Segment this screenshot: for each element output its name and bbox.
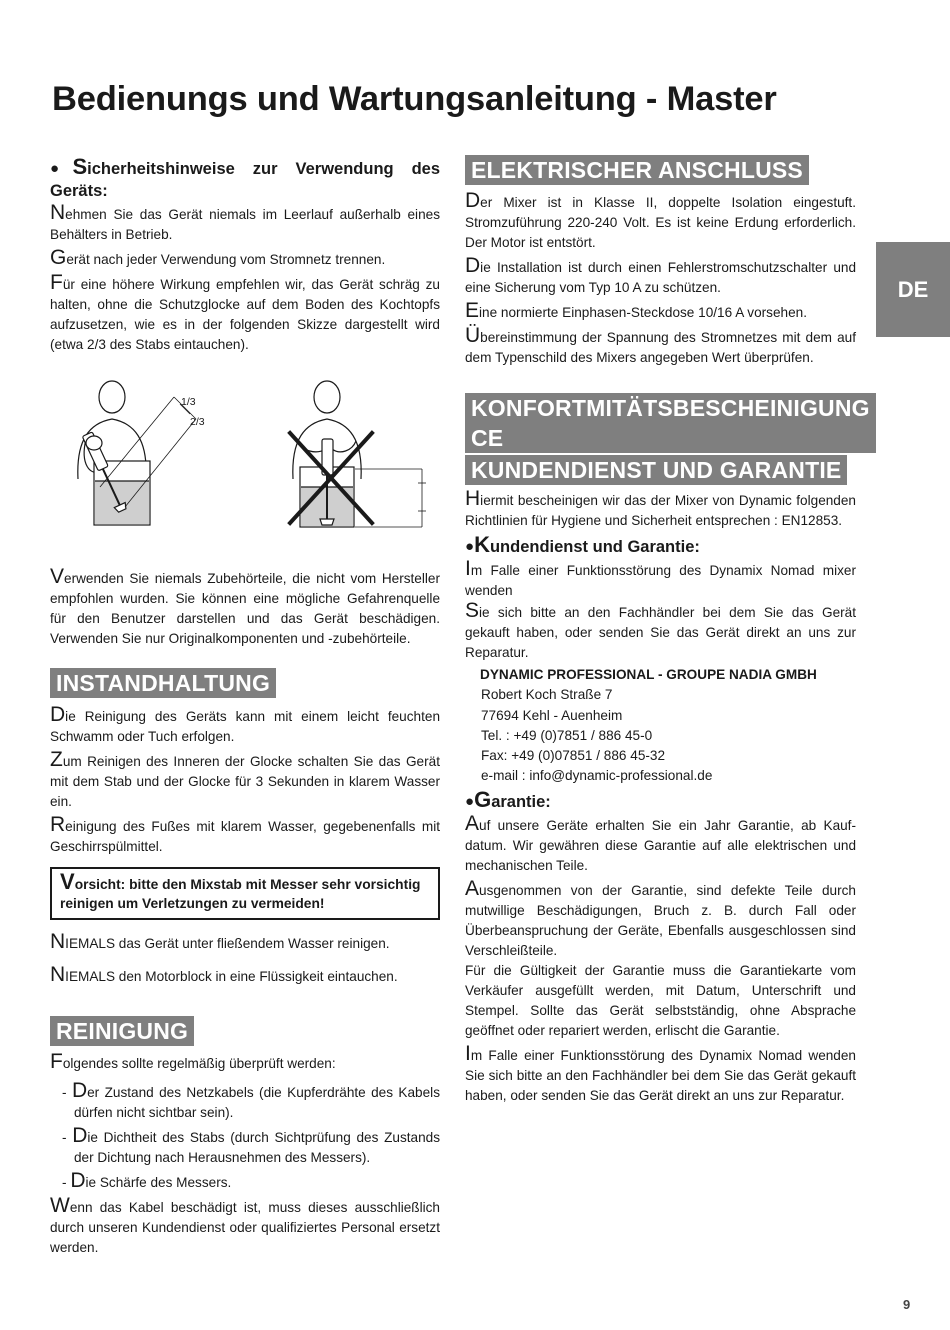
safety-para: Gerät nach jeder Verwendung vom Stromnetz trennen.: [50, 246, 386, 269]
warranty-para: Ausgenommen von der Garantie, sind defekte Teile durch mutwillige Beschädigungen, Bruch z. B. durch Fall oder Überbeanspruchung der Geräte, Ebenfalls ausgeschlossen sind Verschleißteile.: [465, 876, 856, 958]
company-name: DYNAMIC PROFESSIONAL - GROUPE NADIA GMBH: [480, 667, 817, 682]
never-para: NIEMALS das Gerät unter fließendem Wasser reinigen.: [50, 930, 390, 953]
conformity-band: KONFORTMITÄTSBESCHEINIGUNG CE: [465, 393, 876, 453]
maintenance-para: Reinigung des Fußes mit klarem Wasser, gegebenenfalls mit Geschirrspülmittel.: [50, 813, 440, 854]
address-fax: Fax: +49 (0)07851 / 886 45-32: [481, 748, 666, 764]
usage-illustration: [50, 369, 440, 559]
never-para: NIEMALS den Motorblock in eine Flüssigkeit eintauchen.: [50, 963, 398, 986]
conformity-para: Hiermit bescheinigen wir das der Mixer von Dynamic folgenden Richtlinien für Hygiene und Sicherheit entsprechen : EN12853.: [465, 487, 856, 528]
page-title: Bedienungs und Wartungsanleitung - Master: [52, 80, 777, 118]
electric-para: Übereinstimmung der Spannung des Stromnetzes mit dem auf dem Typenschild des Mixers angegeben Wert überprüfen.: [465, 324, 856, 365]
correct-usage-figure: [78, 381, 196, 525]
address-street: Robert Koch Straße 7: [481, 687, 613, 703]
electric-para: Der Mixer ist in Klasse II, doppelte Isolation eingestuft. Stromzuführung 220-240 Volt. Es ist keine Erdung erforderlich. Der Motor ist entstört.: [465, 189, 856, 250]
safety-para: Für eine höhere Wirkung empfehlen wir, das Gerät schräg zu halten, ohne die Schutzglocke auf dem Boden des Kochtopfs aufzusetzen, wie es in der folgenden Skizze dargestellt wird (etwa 2/3 des Stabs eintauchen).: [50, 271, 440, 352]
cable-para: Wenn das Kabel beschädigt ist, muss dieses ausschließlich durch unseren Kundendienst oder qualifiziertes Personal ersetzt werden.: [50, 1194, 440, 1255]
one-third-label: 1/3: [181, 396, 196, 408]
address-email: e-mail : info@dynamic-professional.de: [481, 768, 713, 784]
list-item: - Die Dichtheit des Stabs (durch Sichtprüfung des Zustands der Dichtung nach Herausnehmen des Messers).: [62, 1124, 440, 1165]
left-column: [50, 154, 441, 1263]
warranty-heading: ●Garantie:: [465, 786, 551, 812]
safety-para: Nehmen Sie das Gerät niemals im Leerlauf außerhalb eines Behälters in Betrieb.: [50, 201, 440, 242]
list-item: - Der Zustand des Netzkabels (die Kupferdrähte des Kabels dürfen nicht sichtbar sein).: [62, 1079, 440, 1120]
warranty-para: Auf unsere Geräte erhalten Sie ein Jahr Garantie, ab Kauf-datum. Wir gewähren diese Garantie auf alle elektrischen und mechanischen Teile.: [465, 811, 856, 873]
address-block: [465, 665, 856, 787]
address-city: 77694 Kehl - Auenheim: [481, 707, 623, 723]
wrong-usage-figure: [293, 381, 426, 527]
maintenance-band: INSTANDHALTUNG: [50, 668, 276, 698]
accessories-para: Verwenden Sie niemals Zubehörteile, die nicht vom Hersteller empfohlen wurden. Sie können eine mögliche Gefahrenquelle für den Benutzer darstellen und das Gerät beschädigen. Verwenden Sie nur Originalkomponenten und -zubehörteile.: [50, 565, 440, 646]
cleaning-intro: Folgendes sollte regelmäßig überprüft werden:: [50, 1050, 336, 1073]
electric-para: Eine normierte Einphasen-Steckdose 10/16 A vorsehen.: [465, 299, 807, 322]
safety-heading: ●Sicherheitshinweise zur Verwendung des Geräts:: [50, 154, 441, 200]
bullet-icon: ●: [465, 538, 475, 555]
maintenance-para: Die Reinigung des Geräts kann mit einem leicht feuchten Schwamm oder Tuch erfolgen.: [50, 703, 440, 744]
cleaning-band: REINIGUNG: [50, 1016, 194, 1046]
service-band: KUNDENDIENST UND GARANTIE: [465, 455, 847, 485]
list-item: - Die Schärfe des Messers.: [62, 1169, 232, 1192]
warranty-para: Für die Gültigkeit der Garantie muss die Garantiekarte vom Verkäufer ausgefüllt werden, mit Datum, Unterschrift und Stempel. Sollte das Gerät selbstständig, ohne Absprache geöffnet oder repariert werden, erlischt die Garantie.: [465, 962, 856, 1038]
language-tab: DE: [876, 242, 950, 337]
maintenance-para: Zum Reinigen des Inneren der Glocke schalten Sie das Gerät mit dem Stab und der Glocke für 3 Sekunden in klarem Wasser ein.: [50, 748, 440, 809]
warning-box: Vorsicht: bitte den Mixstab mit Messer sehr vorsichtig reinigen um Verletzungen zu vermeiden!: [50, 867, 440, 920]
page-number: 9: [903, 1297, 911, 1312]
service-para: Sie sich bitte an den Fachhändler bei dem Sie das Gerät gekauft haben, oder senden Sie das Gerät direkt an uns zur Reparatur.: [465, 599, 856, 660]
electric-band: ELEKTRISCHER ANSCHLUSS: [465, 155, 809, 185]
right-column: [465, 155, 870, 1111]
warranty-para: Im Falle einer Funktionsstörung des Dynamix Nomad wenden Sie sich bitte an den Fachhändler bei dem Sie das Gerät gekauft haben, oder senden Sie das Gerät direkt an uns zur Reparatur.: [465, 1041, 856, 1103]
address-tel: Tel. : +49 (0)7851 / 886 45-0: [481, 727, 653, 743]
service-heading: ●Kundendienst und Garantie:: [465, 532, 700, 557]
two-thirds-label: 2/3: [190, 416, 205, 428]
service-para: Im Falle einer Funktionsstörung des Dynamix Nomad mixer wenden: [465, 557, 856, 598]
electric-para: Die Installation ist durch einen Fehlerstromschutzschalter und eine Sicherung vom Typ 10 A zu schützen.: [465, 254, 856, 295]
bullet-icon: ●: [465, 792, 475, 810]
bullet-icon: ●: [50, 160, 73, 177]
